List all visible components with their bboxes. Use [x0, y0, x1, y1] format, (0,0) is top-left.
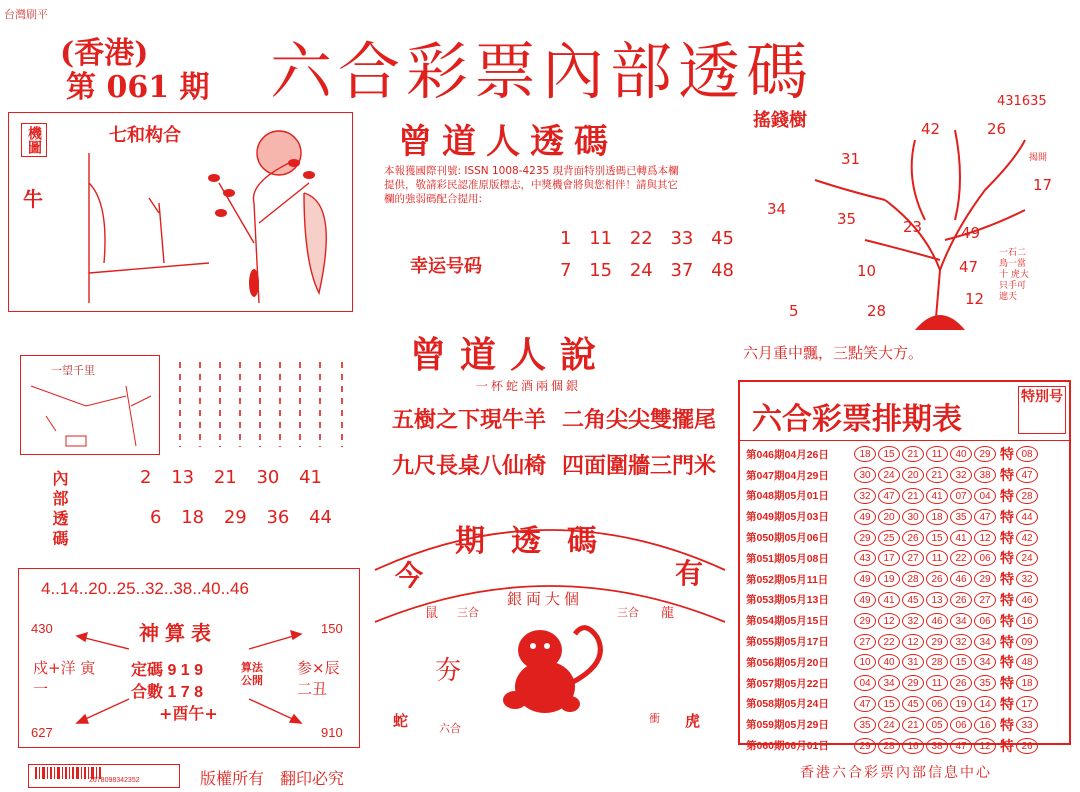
draw-number: 45: [902, 696, 924, 712]
draw-number: 35: [950, 509, 972, 525]
draw-date: 第060期06月01日: [746, 740, 829, 753]
schedule-row: [746, 714, 1068, 735]
number-line: 4..14..20..25..32..38..40..46: [41, 579, 249, 598]
draw-number: 29: [926, 634, 948, 650]
draw-number: 41: [950, 530, 972, 546]
draw-number: 31: [902, 654, 924, 670]
special-number: 48: [1016, 654, 1038, 670]
code-number: 44: [309, 507, 333, 528]
draw-number: 29: [854, 738, 876, 754]
zodiac-left: 戍+洋 寅一: [33, 659, 96, 698]
draw-number: 45: [902, 592, 924, 608]
draw-number: 30: [902, 509, 924, 525]
draw-number: 26: [902, 530, 924, 546]
draw-number: 07: [950, 488, 972, 504]
draw-date: 第058期05月24日: [746, 698, 829, 711]
draw-number: 26: [950, 592, 972, 608]
special-label: 特: [1000, 695, 1014, 712]
draw-number: 15: [926, 530, 948, 546]
draw-date: 第054期05月15日: [746, 615, 829, 628]
tree-number: 28: [867, 302, 887, 320]
draw-number: 18: [854, 446, 876, 462]
draw-number: 11: [926, 446, 948, 462]
draw-number: 27: [854, 634, 876, 650]
special-label: 特: [1000, 550, 1014, 567]
lucky-number: 1: [560, 228, 572, 249]
special-label: 特: [1000, 654, 1014, 671]
special-badge: 特別号: [1018, 386, 1066, 434]
mark-glyph: 夯: [435, 656, 462, 686]
notice-text: 本報獲國際刊號: ISSN 1008-4235 現背面特別透碼已轉爲本欄提供，敬請彩民認准原版標志，中獎機會將與您相伴！請與其它欄的強弱碼配合提用:: [384, 165, 679, 205]
code-number: 30: [256, 467, 280, 488]
special-number: 18: [1016, 675, 1038, 691]
special-number: 08: [1016, 446, 1038, 462]
silver-text: 銀両大個: [507, 590, 584, 608]
draw-number: 28: [878, 738, 900, 754]
inner-code-row-1: [140, 467, 322, 488]
panel-this-issue: [365, 510, 735, 750]
panel-title: 七和构合: [109, 125, 181, 146]
tree-number: 34: [767, 200, 787, 218]
verse-2: 二角尖尖雙擺尾: [562, 407, 717, 433]
tree-bottom-note: 六月重中飄，三點笑大方。: [743, 344, 924, 362]
draw-date: 第047期04月29日: [746, 469, 829, 482]
verse-4: 四面圍牆三門米: [562, 453, 717, 479]
special-label: 特: [1000, 612, 1014, 629]
tiger-label: 虎: [685, 712, 701, 730]
special-label: 特: [1000, 467, 1014, 484]
draw-date: 第056期05月20日: [746, 656, 829, 669]
draw-number: 49: [854, 592, 876, 608]
schedule-title: 六合彩票排期表: [752, 402, 962, 437]
tree-number: 10: [857, 262, 877, 280]
draw-number: 43: [854, 550, 876, 566]
draw-number: 30: [854, 467, 876, 483]
code-number: 29: [223, 507, 247, 528]
special-label: 特: [1000, 508, 1014, 525]
special-number: 44: [1016, 509, 1038, 525]
lucky-number: 7: [560, 260, 572, 281]
code-number: 41: [299, 467, 323, 488]
schedule-row: [746, 590, 1068, 611]
draw-number: 15: [950, 654, 972, 670]
verse-3: 九尺長桌八仙椅: [392, 453, 547, 479]
lucky-label: 幸运号码: [410, 256, 482, 277]
draw-date: 第059期05月29日: [746, 719, 829, 732]
liuhe-label: 六合: [439, 722, 461, 735]
draw-number: 06: [950, 717, 972, 733]
draw-number: 32: [854, 488, 876, 504]
draw-number: 46: [950, 571, 972, 587]
special-number: 47: [1016, 467, 1038, 483]
corner-number-tl: 430: [31, 621, 53, 636]
special-number: 42: [1016, 530, 1038, 546]
special-number: 24: [1016, 550, 1038, 566]
schedule-rows: [746, 444, 1068, 756]
draw-number: 29: [854, 613, 876, 629]
special-number: 32: [1016, 571, 1038, 587]
draw-date: 第055期05月17日: [746, 636, 829, 649]
barcode-number: 2678098342352: [89, 777, 140, 784]
draw-number: 21: [926, 467, 948, 483]
region-label: (香港): [60, 36, 149, 71]
tseng-code-title: 曾道人透碼: [398, 122, 618, 162]
draw-number: 13: [926, 592, 948, 608]
lucky-number: 33: [670, 228, 694, 249]
special-label: 特: [1000, 675, 1014, 692]
special-label: 特: [1000, 529, 1014, 546]
draw-number: 38: [974, 467, 996, 483]
sanhe-right: 三合: [617, 606, 639, 619]
draw-number: 19: [878, 571, 900, 587]
draw-number: 10: [854, 654, 876, 670]
draw-number: 20: [878, 509, 900, 525]
schedule-row: [746, 673, 1068, 694]
draw-number: 47: [950, 738, 972, 754]
special-number: 16: [1016, 613, 1038, 629]
draw-number: 25: [878, 530, 900, 546]
corner-number-br: 910: [321, 725, 343, 740]
code-number: 36: [266, 507, 290, 528]
draw-number: 11: [926, 675, 948, 691]
draw-number: 32: [950, 467, 972, 483]
machine-label: 機圖: [21, 123, 47, 157]
page-title: 六合彩票內部透碼: [270, 35, 815, 108]
draw-number: 26: [926, 571, 948, 587]
schedule-row: [746, 444, 1068, 465]
draw-date: 第052期05月11日: [746, 573, 829, 586]
draw-number: 35: [854, 717, 876, 733]
tree-number: 35: [837, 210, 857, 228]
draw-date: 第050期05月06日: [746, 532, 829, 545]
draw-number: 15: [878, 446, 900, 462]
draw-number: 19: [950, 696, 972, 712]
corner-number-tr: 150: [321, 621, 343, 636]
inner-code-row-2: [150, 507, 332, 528]
vertical-text-columns: [170, 357, 353, 457]
barcode-box: [28, 764, 180, 788]
panel-seven-harmony: [8, 112, 353, 312]
schedule-row: [746, 610, 1068, 631]
lucky-number: 48: [711, 260, 735, 281]
zodiac-line: +酉午+: [159, 704, 218, 723]
draw-number: 27: [974, 592, 996, 608]
panel-money-tree: [735, 94, 1070, 375]
lucky-number: 22: [629, 228, 653, 249]
draw-number: 11: [926, 550, 948, 566]
special-label: 特: [1000, 716, 1014, 733]
draw-number: 17: [878, 550, 900, 566]
corner-stamp: 台灣刷平: [4, 8, 48, 21]
draw-number: 22: [878, 634, 900, 650]
draw-number: 21: [902, 717, 924, 733]
draw-number: 20: [902, 467, 924, 483]
tree-number: 31: [841, 150, 861, 168]
special-number: 46: [1016, 592, 1038, 608]
panel-tseng-says: [380, 325, 725, 510]
draw-number: 41: [926, 488, 948, 504]
draw-date: 第053期05月13日: [746, 594, 829, 607]
draw-date: 第051期05月08日: [746, 552, 829, 565]
draw-number: 47: [878, 488, 900, 504]
draw-number: 34: [878, 675, 900, 691]
draw-number: 46: [926, 613, 948, 629]
draw-number: 34: [950, 613, 972, 629]
this-issue-title: 期透碼: [455, 524, 623, 559]
monkey-illustration: [485, 622, 615, 722]
sanhe-left: 三合: [457, 606, 479, 619]
lucky-row-1: [560, 228, 734, 249]
copyright-text: 版權所有 翻印必究: [200, 769, 345, 788]
tree-illustration: [49, 123, 349, 308]
draw-number: 32: [902, 613, 924, 629]
draw-date: 第046期04月26日: [746, 448, 829, 461]
serial-number: 431635: [997, 94, 1047, 109]
draw-number: 27: [902, 550, 924, 566]
special-label: 特: [1000, 633, 1014, 650]
code-number: 6: [150, 507, 162, 528]
draw-number: 26: [950, 675, 972, 691]
draw-number: 22: [950, 550, 972, 566]
schedule-table: [738, 380, 1071, 754]
special-number: 28: [1016, 488, 1038, 504]
draw-number: 16: [902, 738, 924, 754]
draw-number: 29: [974, 571, 996, 587]
draw-number: 41: [878, 592, 900, 608]
special-label: 特: [1000, 571, 1014, 588]
tree-number: 23: [903, 218, 923, 236]
draw-number: 24: [878, 467, 900, 483]
tseng-says-title: 曾道人說: [410, 334, 611, 376]
schedule-row: [746, 631, 1068, 652]
schedule-row: [746, 548, 1068, 569]
draw-number: 05: [926, 717, 948, 733]
schedule-row: [746, 652, 1068, 673]
fixed-code: 定碼 9 1 9: [131, 662, 204, 679]
panel-calculation: [18, 568, 360, 748]
draw-number: 49: [854, 571, 876, 587]
tree-number: 17: [1033, 176, 1053, 194]
special-label: 特: [1000, 446, 1014, 463]
rat-label: 鼠: [425, 606, 439, 621]
landscape-sketch: [26, 376, 156, 451]
sum-code: 合數 1 7 8: [131, 684, 204, 701]
calc-title: 神算表: [139, 621, 217, 645]
corner-number-bl: 627: [31, 725, 53, 740]
draw-number: 28: [926, 654, 948, 670]
draw-date: 第048期05月01日: [746, 490, 829, 503]
draw-number: 18: [926, 509, 948, 525]
draw-number: 15: [878, 696, 900, 712]
lucky-number: 15: [589, 260, 613, 281]
lucky-number: 45: [711, 228, 735, 249]
special-number: 09: [1016, 634, 1038, 650]
zodiac-right: 参×辰 二丑: [297, 659, 340, 698]
arrow-lines: [19, 569, 359, 747]
ox-label: 牛: [23, 187, 43, 211]
issue-number: 第 061 期: [66, 70, 210, 105]
schedule-divider: [740, 440, 1069, 441]
schedule-row: [746, 486, 1068, 507]
draw-number: 29: [902, 675, 924, 691]
draw-date: 第057期05月22日: [746, 677, 829, 690]
draw-number: 04: [854, 675, 876, 691]
chong-label: 衝: [649, 712, 660, 725]
tree-side-note: 一石二鳥一當十 虎大只手可遮天: [999, 248, 1029, 302]
money-tree-title: 搖錢樹: [753, 110, 807, 131]
draw-number: 49: [854, 509, 876, 525]
verse-1: 五樹之下現牛羊: [392, 407, 547, 433]
tree-number: 26: [987, 120, 1007, 138]
code-number: 21: [213, 467, 237, 488]
tseng-says-subtitle: 一杯蛇酒兩個銀: [476, 379, 582, 393]
code-number: 18: [181, 507, 205, 528]
tree-number: 49: [961, 224, 981, 242]
method-note: 算法公開: [241, 661, 263, 687]
dragon-label: 龍: [661, 606, 675, 621]
schedule-row: [746, 694, 1068, 715]
draw-number: 12: [974, 530, 996, 546]
lucky-row-2: [560, 260, 734, 281]
draw-number: 06: [926, 696, 948, 712]
draw-number: 29: [854, 530, 876, 546]
draw-number: 32: [950, 634, 972, 650]
schedule-row: [746, 506, 1068, 527]
draw-number: 16: [974, 717, 996, 733]
draw-number: 28: [902, 571, 924, 587]
special-number: 26: [1016, 738, 1038, 754]
schedule-row: [746, 569, 1068, 590]
tree-number: 12: [965, 290, 985, 308]
draw-number: 34: [974, 634, 996, 650]
draw-number: 38: [926, 738, 948, 754]
tree-number: 47: [959, 258, 979, 276]
special-label: 特: [1000, 591, 1014, 608]
draw-number: 12: [902, 634, 924, 650]
draw-number: 34: [974, 654, 996, 670]
right-word: 有: [675, 557, 704, 590]
code-number: 2: [140, 467, 152, 488]
special-number: 33: [1016, 717, 1038, 733]
special-label: 特: [1000, 737, 1014, 754]
draw-number: 12: [974, 738, 996, 754]
draw-number: 29: [974, 446, 996, 462]
special-number: 17: [1016, 696, 1038, 712]
draw-number: 40: [950, 446, 972, 462]
inner-code-label: 內部透碼: [50, 470, 69, 550]
draw-number: 24: [878, 717, 900, 733]
draw-number: 40: [878, 654, 900, 670]
draw-number: 47: [854, 696, 876, 712]
draw-number: 04: [974, 488, 996, 504]
tree-number: 5: [789, 302, 799, 320]
left-word: 今: [395, 559, 424, 592]
tree-number: 42: [921, 120, 941, 138]
panel-inner-code: [20, 355, 353, 560]
map-box: [20, 355, 160, 455]
schedule-row: [746, 465, 1068, 486]
special-label: 特: [1000, 487, 1014, 504]
tree-small-label: 揭開: [1029, 153, 1048, 163]
panel-tseng-code: [370, 108, 735, 288]
draw-number: 21: [902, 488, 924, 504]
draw-number: 06: [974, 613, 996, 629]
draw-number: 47: [974, 509, 996, 525]
schedule-row: [746, 735, 1068, 756]
map-label: 一望千里: [51, 365, 95, 377]
lucky-number: 37: [670, 260, 694, 281]
info-center: 香港六合彩票內部信息中心: [800, 765, 992, 781]
draw-number: 06: [974, 550, 996, 566]
draw-date: 第049期05月03日: [746, 511, 829, 524]
schedule-row: [746, 527, 1068, 548]
lucky-number: 11: [589, 228, 613, 249]
code-number: 13: [171, 467, 195, 488]
draw-number: 35: [974, 675, 996, 691]
draw-number: 14: [974, 696, 996, 712]
draw-number: 12: [878, 613, 900, 629]
snake-label: 蛇: [393, 712, 409, 730]
lucky-number: 24: [629, 260, 653, 281]
draw-number: 21: [902, 446, 924, 462]
